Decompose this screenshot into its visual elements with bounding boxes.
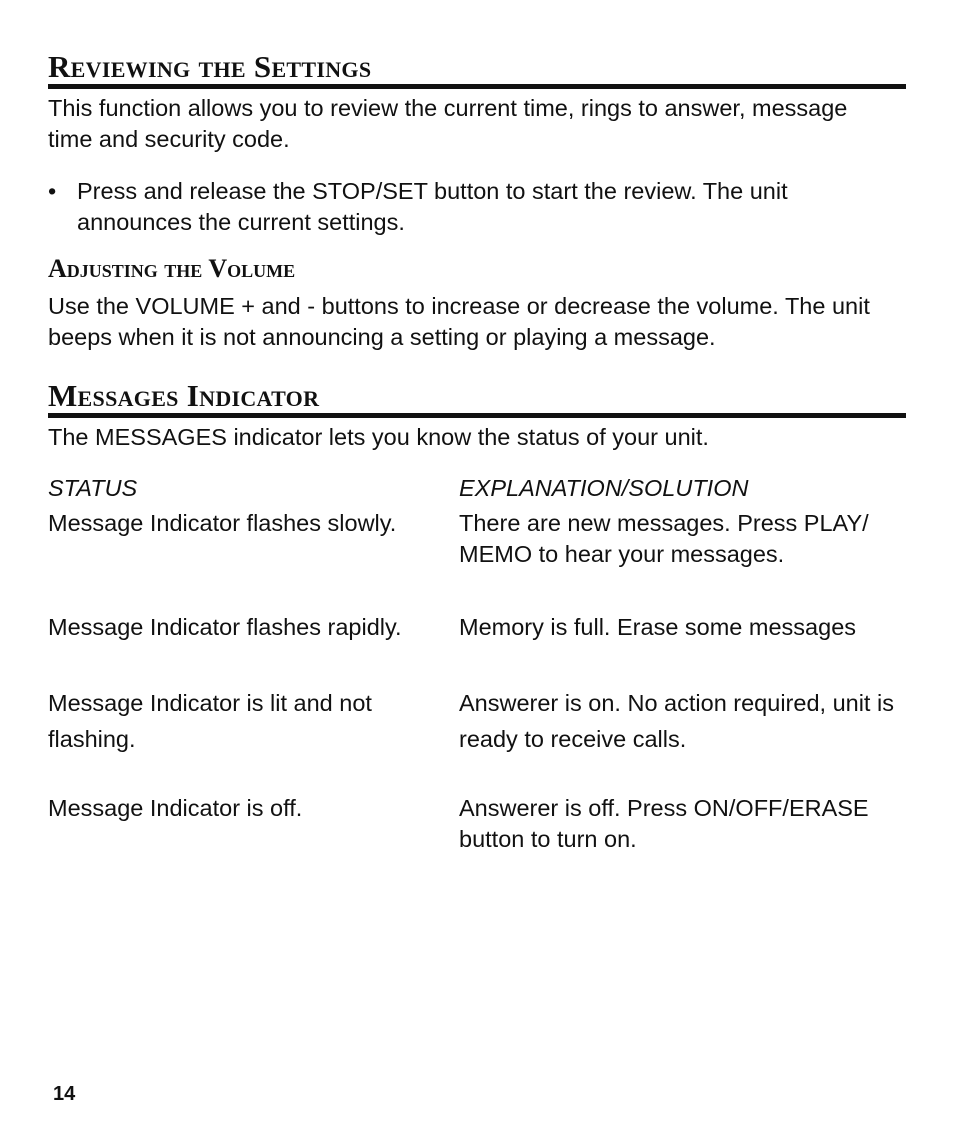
section-heading-reviewing: Reviewing the Settings [48,52,906,89]
sub-heading-volume: Adjusting the Volume [48,254,296,283]
table-row-3-status: Message Indicator is lit and not flashing. [48,690,372,752]
section-heading-messages: Messages Indicator [48,381,906,418]
table-row-1-status: Message Indicator flashes slowly. [48,510,397,536]
volume-body: Use the VOLUME + and - buttons to increase or decrease the volume. The unit beeps when it is not announcing a setting or playing a message. [48,293,870,350]
table-row-3-explanation: Answerer is on. No action required, unit is ready to receive calls. [459,690,894,752]
table-header-status: STATUS [48,475,138,501]
table-row-2-explanation: Memory is full. Erase some messages [459,614,857,640]
messages-intro: The MESSAGES indicator lets you know the status of your unit. [48,424,709,450]
reviewing-bullet-item [48,176,877,238]
table-row-4-status: Message Indicator is off. [48,795,303,821]
table-row-1-explanation: There are new messages. Press PLAY/ MEMO to hear your messages. [459,510,869,567]
page-number: 14 [53,1083,76,1105]
bullet-icon: • [48,178,57,204]
reviewing-intro: This function allows you to review the current time, rings to answer, message time and security code. [48,95,848,152]
table-header-explanation: EXPLANATION/SOLUTION [459,475,749,501]
status-table [48,473,906,873]
table-row-2-status: Message Indicator flashes rapidly. [48,614,402,640]
reviewing-bullet-text: Press and release the STOP/SET button to start the review. The unit announces the current settings. [77,178,788,235]
table-row-4-explanation: Answerer is off. Press ON/OFF/ERASE button to turn on. [459,795,869,852]
